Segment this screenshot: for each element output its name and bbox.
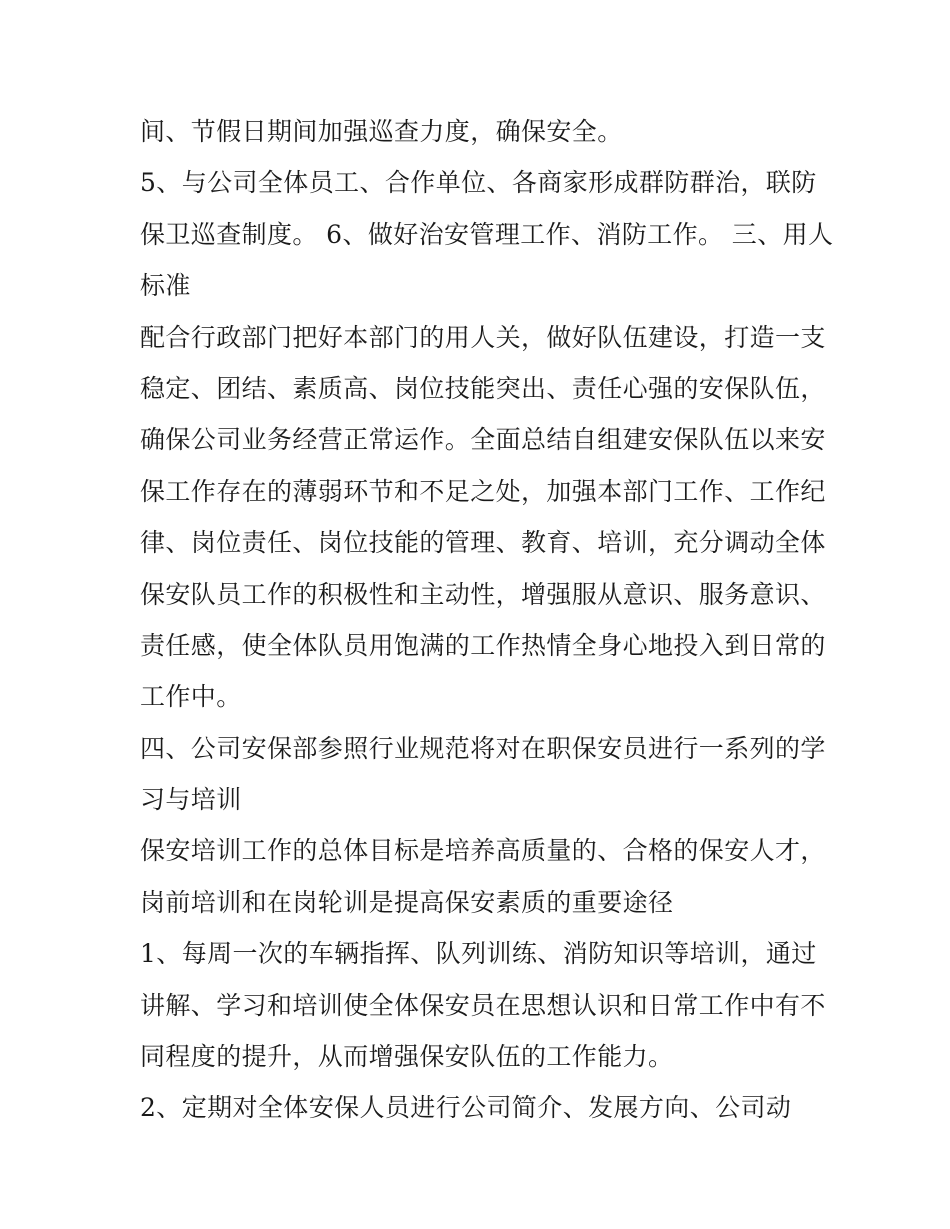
text-line: 四、公司安保部参照行业规范将对在职保安员进行一系列的学	[140, 733, 826, 763]
text-line: 保安培训工作的总体目标是培养高质量的、合格的保安人才，	[140, 836, 826, 866]
text-line: 配合行政部门把好本部门的用人关，做好队伍建设，打造一支	[140, 322, 826, 352]
text-line: 工作中。	[140, 682, 242, 712]
text-line: 稳定、团结、素质高、岗位技能突出、责任心强的安保队伍，	[140, 373, 826, 403]
text-line: 保卫巡查制度。 6、做好治安管理工作、消防工作。 三、用人	[140, 219, 834, 249]
text-line: 保工作存在的薄弱环节和不足之处，加强本部门工作、工作纪	[140, 476, 826, 506]
text-line: 习与培训	[140, 785, 242, 815]
body-text	[140, 106, 834, 1134]
text-line: 确保公司业务经营正常运作。全面总结自组建安保队伍以来安	[140, 425, 826, 455]
text-line: 责任感，使全体队员用饱满的工作热情全身心地投入到日常的	[140, 630, 826, 660]
text-line: 间、节假日期间加强巡查力度，确保安全。	[140, 117, 623, 146]
text-line: 2、定期对全体安保人员进行公司简介、发展方向、公司动	[140, 1093, 792, 1123]
text-line: 岗前培训和在岗轮训是提高保安素质的重要途径	[140, 887, 674, 917]
text-line: 保安队员工作的积极性和主动性，增强服从意识、服务意识、	[140, 579, 826, 609]
text-line: 律、岗位责任、岗位技能的管理、教育、培训，充分调动全体	[140, 528, 826, 558]
text-line: 5、与公司全体员工、合作单位、各商家形成群防群治，联防	[140, 168, 817, 198]
text-line: 标准	[140, 271, 191, 301]
text-line: 同程度的提升，从而增强保安队伍的工作能力。	[140, 1042, 674, 1072]
text-line: 讲解、学习和培训使全体保安员在思想认识和日常工作中有不	[140, 990, 826, 1020]
text-line: 1、每周一次的车辆指挥、队列训练、消防知识等培训，通过	[140, 939, 817, 969]
